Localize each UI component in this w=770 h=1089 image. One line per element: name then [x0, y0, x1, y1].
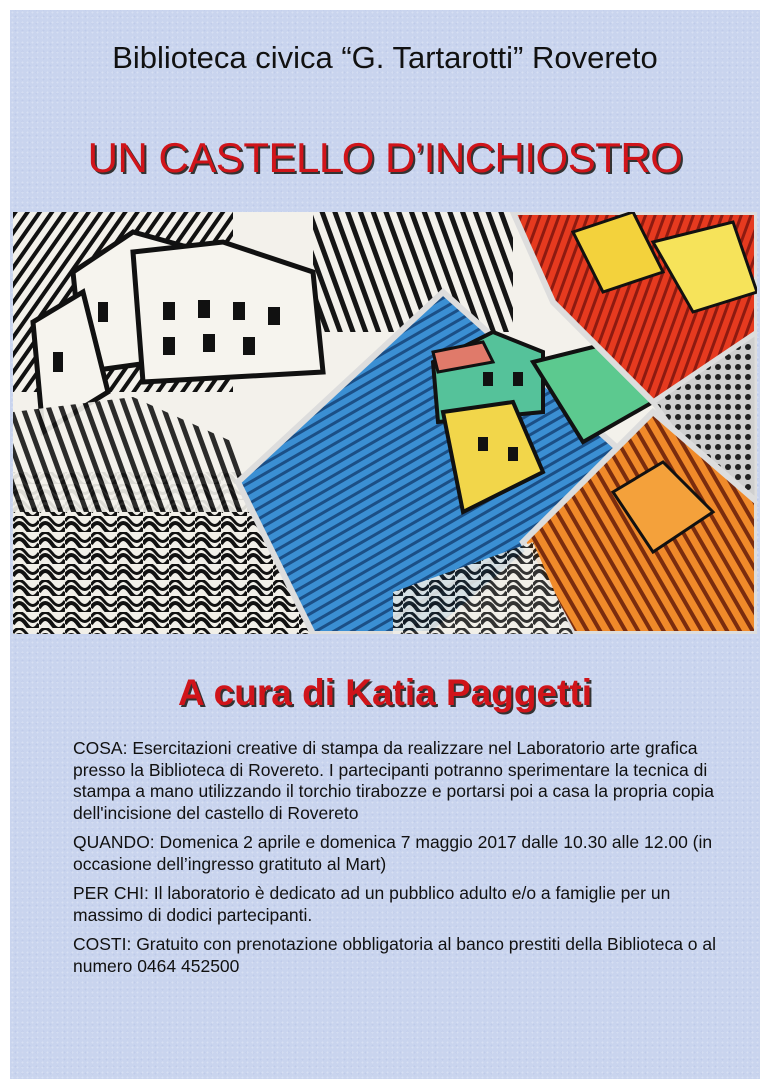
info-per-chi: PER CHI: Il laboratorio è dedicato ad un pubblico adulto e/o a famiglie per un massimo di dodici partecipanti. [73, 883, 671, 925]
woodcut-castle-prints-image [13, 212, 757, 634]
artwork-image [13, 212, 757, 634]
info-costi: COSTI: Gratuito con prenotazione obbligatoria al banco prestiti della Biblioteca o al numero 0464 452500 [73, 934, 717, 976]
poster [10, 10, 760, 1079]
poster-title: UN CASTELLO D’INCHIOSTRO [87, 134, 683, 181]
event-info [73, 738, 733, 985]
info-cosa: COSA: Esercitazioni creative di stampa da realizzare nel Laboratorio arte grafica presso la Biblioteca di Rovereto. I partecipanti potranno sperimentare la tecnica di stampa a mano utilizzando il torchio tirabozze e portarsi poi a casa la propria copia dell'incisione del castello di Rovereto [73, 738, 715, 823]
library-name: Biblioteca civica “G. Tartarotti” Rovereto [112, 40, 658, 75]
curator-line: A cura di Katia Paggetti [178, 672, 592, 713]
info-quando: QUANDO: Domenica 2 aprile e domenica 7 maggio 2017 dalle 10.30 alle 12.00 (in occasione dell’ingresso gratituto al Mart) [73, 832, 713, 874]
